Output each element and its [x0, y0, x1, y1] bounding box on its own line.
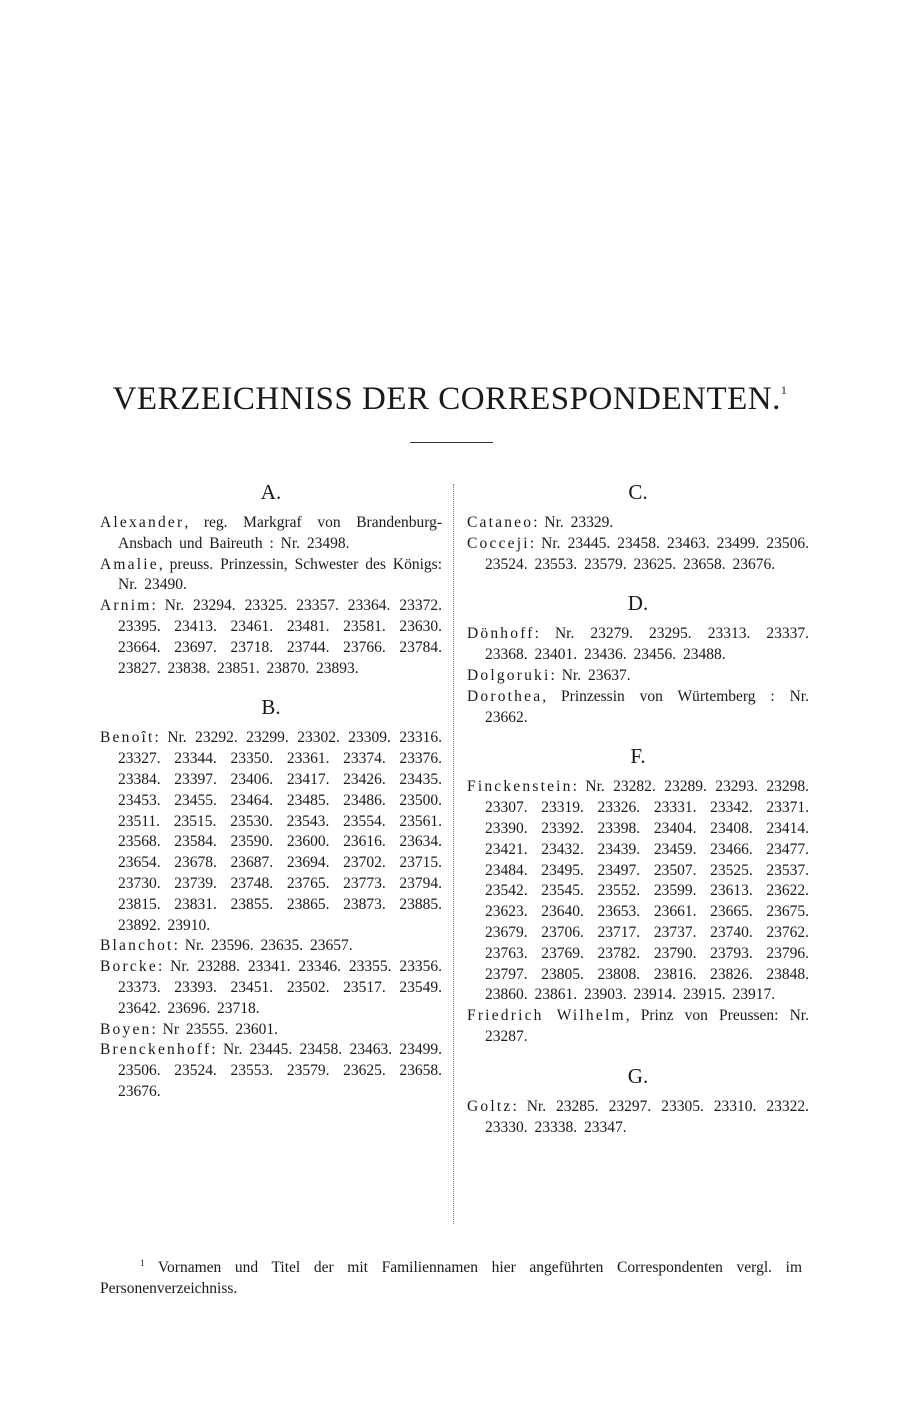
- correspondent-name: Dorothea: [467, 687, 543, 705]
- correspondent-details: , preuss. Prinzessin, Schwester des Königs: Nr. 23490.: [118, 555, 442, 594]
- footnote-text: Vornamen und Titel der mit Familiennamen hier angeführten Correspondenten vergl. im Personenverzeichniss.: [100, 1259, 802, 1298]
- footnote: [100, 1253, 802, 1299]
- correspondent-entry-alexander: [100, 513, 442, 555]
- correspondent-name: Benoît: [100, 729, 155, 747]
- correspondent-entry-boyen: [100, 1020, 442, 1041]
- correspondent-name: Arnim: [100, 597, 152, 615]
- correspondent-details: : Nr. 23285. 23297. 23305. 23310. 23322. 23330. 23338. 23347.: [485, 1097, 809, 1136]
- correspondent-entry-amalie: [100, 555, 442, 597]
- correspondent-name: Blanchot: [100, 937, 174, 955]
- correspondent-details: : Nr. 23596. 23635. 23657.: [173, 937, 353, 955]
- correspondent-entry-finckenstein: [467, 777, 809, 1006]
- left-column: [100, 476, 442, 1103]
- correspondent-details: : Nr. 23292. 23299. 23302. 23309. 23316. 23327. 23344. 23350. 23361. 23374. 23376. 23384. 23397. 23406. 23417. 23426. 23435. 23453. 23455. 23464. 23485. 23486. 23500. 23511. 23515. 23530. 23543. 23554. 23561. 23568. 23584. 23590. 23600. 23616. 23634. 23654. 23678. 23687. 23694. 23702. 23715. 23730. 23739. 23748. 23765. 23773. 23794. 23815. 23831. 23855. 23865. 23873. 23885. 23892. 23910.: [118, 729, 442, 934]
- correspondent-details: : Nr. 23329.: [533, 514, 614, 531]
- correspondent-name: Boyen: [100, 1020, 152, 1038]
- correspondent-name: Goltz: [467, 1097, 513, 1115]
- section-letter-d: D.: [627, 591, 649, 616]
- correspondent-entry-dolgoruki: [467, 666, 809, 687]
- correspondent-entry-doenhoff: [467, 624, 809, 666]
- section-letter-f: F.: [630, 744, 646, 769]
- correspondent-details: , Prinzessin von Würtemberg : Nr. 23662.: [485, 687, 809, 726]
- correspondent-details: : Nr. 23279. 23295. 23313. 23337. 23368. 23401. 23436. 23456. 23488.: [485, 625, 809, 664]
- correspondent-name: Finckenstein: [467, 778, 573, 796]
- correspondent-entry-brenckenhoff: [100, 1040, 442, 1102]
- correspondent-name: Alexander: [100, 514, 185, 531]
- correspondent-name: Dolgoruki: [467, 666, 551, 684]
- page-title-text: VERZEICHNISS DER CORRESPONDENTEN.: [112, 381, 781, 417]
- correspondent-entry-cataneo: [467, 513, 809, 534]
- correspondent-name: Cataneo: [467, 514, 534, 531]
- correspondent-details: : Nr. 23445. 23458. 23463. 23499. 23506. 23524. 23553. 23579. 23625. 23658. 23676.: [118, 1041, 442, 1100]
- correspondent-details: : Nr 23555. 23601.: [151, 1020, 279, 1038]
- correspondent-details: , reg. Markgraf von Brandenburg-Ansbach und Baireuth : Nr. 23498.: [118, 514, 442, 552]
- correspondent-name: Amalie: [100, 555, 159, 573]
- correspondent-details: : Nr. 23445. 23458. 23463. 23499. 23506. 23524. 23553. 23579. 23625. 23658. 23676.: [485, 534, 809, 573]
- correspondent-details: : Nr. 23637.: [550, 666, 631, 684]
- correspondent-entry-benoit: [100, 728, 442, 936]
- title-footnote-marker: 1: [780, 383, 788, 397]
- section-letter-c: C.: [628, 480, 648, 504]
- title-rule: [410, 442, 493, 443]
- section-letter-g: G.: [627, 1063, 649, 1088]
- correspondent-entry-blanchot: [100, 936, 442, 957]
- correspondent-details: : Nr. 23282. 23289. 23293. 23298. 23307. 23319. 23326. 23331. 23342. 23371. 23390. 23392. 23398. 23404. 23408. 23414. 23421. 23432. 23439. 23459. 23466. 23477. 23484. 23495. 23497. 23507. 23525. 23537. 23542. 23545. 23552. 23599. 23613. 23622. 23623. 23640. 23653. 23661. 23665. 23675. 23679. 23706. 23717. 23737. 23740. 23762. 23763. 23769. 23782. 23790. 23793. 23796. 23797. 23805. 23808. 23816. 23826. 23848. 23860. 23861. 23903. 23914. 23915. 23917.: [485, 778, 809, 1004]
- column-divider: [453, 484, 454, 1224]
- page-title: [0, 381, 900, 418]
- section-letter-a: A.: [260, 480, 282, 504]
- correspondent-name: Borcke: [100, 958, 158, 976]
- correspondent-entry-arnim: [100, 596, 442, 679]
- footnote-marker: 1: [140, 1258, 145, 1268]
- correspondent-details: , Prinz von Preussen: Nr. 23287.: [485, 1007, 809, 1045]
- correspondent-entry-cocceji: [467, 534, 809, 576]
- correspondent-entry-friedrich-wilhelm: [467, 1006, 809, 1048]
- correspondent-entry-dorothea: [467, 687, 809, 729]
- correspondent-name: Dönhoff: [467, 625, 535, 643]
- correspondent-entry-goltz: [467, 1097, 809, 1139]
- correspondent-entry-borcke: [100, 957, 442, 1019]
- correspondent-details: : Nr. 23294. 23325. 23357. 23364. 23372. 23395. 23413. 23461. 23481. 23581. 23630. 23664. 23697. 23718. 23744. 23766. 23784. 23827. 23838. 23851. 23870. 23893.: [118, 597, 442, 677]
- section-letter-b: B.: [261, 695, 281, 720]
- correspondent-name: Brenckenhoff: [100, 1041, 212, 1059]
- correspondent-name: Friedrich Wilhelm: [467, 1007, 626, 1025]
- correspondent-details: : Nr. 23288. 23341. 23346. 23355. 23356. 23373. 23393. 23451. 23502. 23517. 23549. 23642. 23696. 23718.: [118, 958, 442, 1017]
- correspondent-name: Cocceji: [467, 534, 530, 552]
- right-column: [467, 476, 809, 1138]
